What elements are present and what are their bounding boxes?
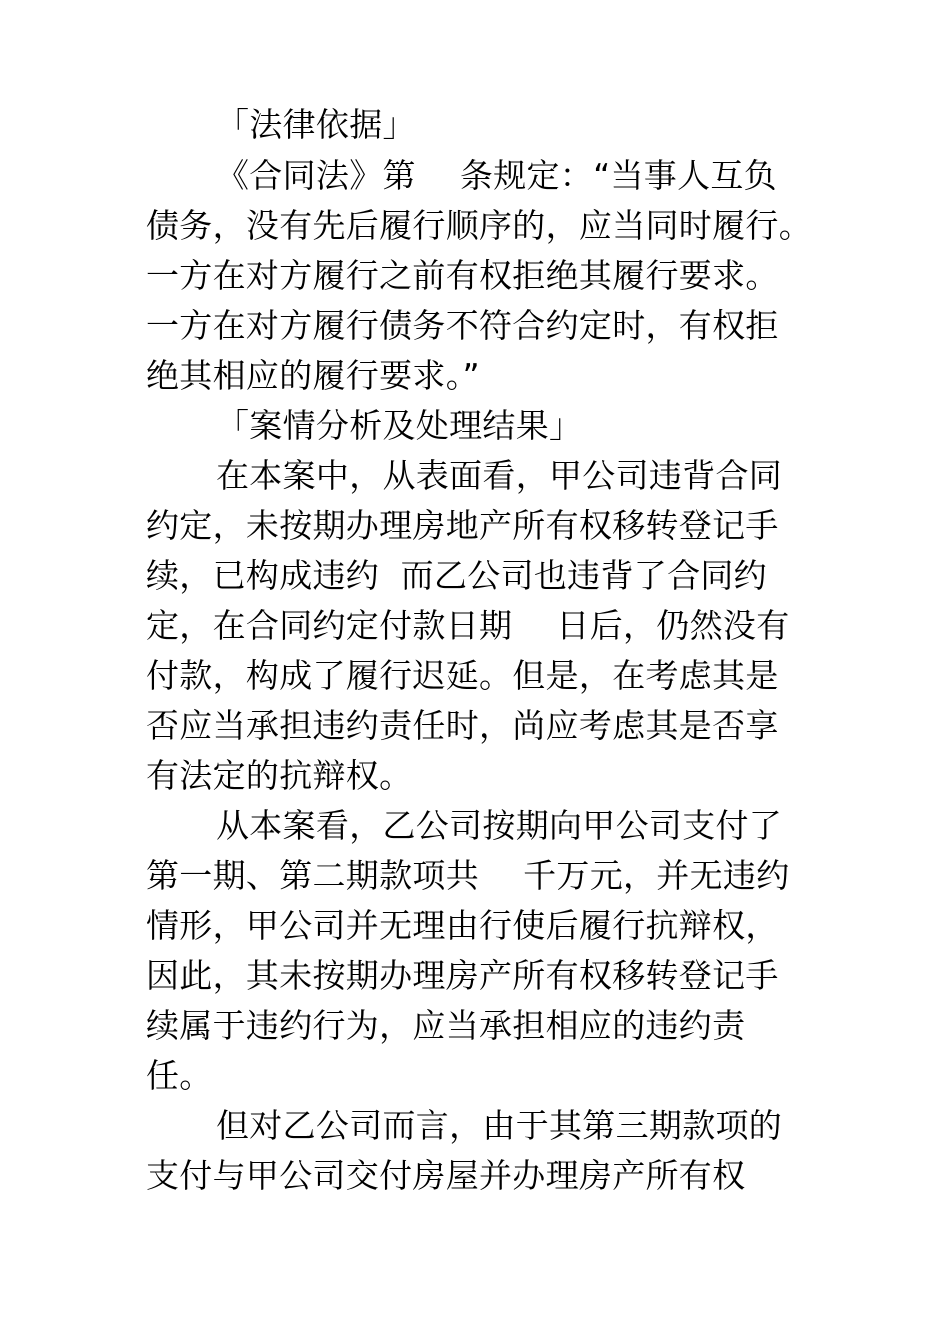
- paragraph-line: 债务，没有先后履行顺序的，应当同时履行。: [146, 206, 812, 245]
- paragraph-line: 情形，甲公司并无理由行使后履行抗辩权，: [146, 906, 779, 945]
- paragraph-line: 因此，其未按期办理房产所有权移转登记手: [146, 956, 779, 995]
- paragraph-line: 付款，构成了履行迟延。但是，在考虑其是: [146, 656, 779, 695]
- paragraph-line: 否应当承担违约责任时，尚应考虑其是否享: [146, 706, 779, 745]
- paragraph-line: 支付与甲公司交付房屋并办理房产所有权: [146, 1156, 746, 1195]
- paragraph-line: 绝其相应的履行要求。”: [146, 356, 480, 395]
- paragraph-line: 续属于违约行为，应当承担相应的违约责: [146, 1006, 746, 1045]
- paragraph-line: 一方在对方履行之前有权拒绝其履行要求。: [146, 256, 779, 295]
- paragraph-line: 有法定的抗辩权。: [146, 756, 413, 795]
- heading-legal-basis: 「法律依据」: [216, 105, 416, 144]
- paragraph-line: 任。: [146, 1056, 213, 1095]
- paragraph-line: 续，已构成违约 而乙公司也违背了合同约: [146, 556, 767, 595]
- paragraph-line: 第一期、第二期款项共 千万元，并无违约: [146, 856, 790, 895]
- paragraph-line: 约定，未按期办理房地产所有权移转登记手: [146, 506, 779, 545]
- paragraph-line: 定，在合同约定付款日期 日后，仍然没有: [146, 606, 790, 645]
- paragraph-line: 《合同法》第 条规定：“当事人互负: [216, 156, 777, 195]
- paragraph-line: 但对乙公司而言，由于其第三期款项的: [216, 1106, 783, 1145]
- heading-case-analysis: 「案情分析及处理结果」: [216, 406, 583, 445]
- paragraph-line: 在本案中，从表面看，甲公司违背合同: [216, 456, 783, 495]
- paragraph-line: 一方在对方履行债务不符合约定时，有权拒: [146, 306, 779, 345]
- paragraph-line: 从本案看，乙公司按期向甲公司支付了: [216, 806, 783, 845]
